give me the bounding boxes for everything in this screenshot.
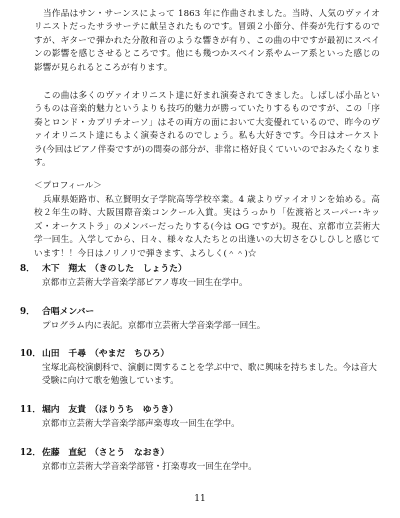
entry-8-header (20, 263, 187, 276)
entry-10-reading: （やまだ ちひろ） (90, 349, 170, 359)
profile-text: 兵庫県姫路市、私立賢明女子学院高等学校卒業。4 歳よりヴァイオリンを始める。高校２年生の時、大阪国際音楽コンクール入賞。実はうっかり「佐渡裕とスーパー･キッズ・オーケストラ」のメンバーだったりする(今は OG ですが)。現在、京都市立芸術大学一回生。入学してから、日々、様々な人たちとの出逢いの大切さをひしひしと感じています！！今日はノリノリで弾きます、よろしく(＾＾)☆ (34, 195, 380, 259)
entry-11-name: 堀内 友貴 (42, 405, 86, 415)
intro-paragraph-1: 当作品はサン・サーンスによって 1863 年に作曲されました。当時、人気のヴァイオリニストだったサラサーテに献呈されたものです。冒頭２小節分、伴奏が先行するのですが、ギターで弾かれた分散和音のような響きが有り、この曲の中ですが最初にスペインの影響を感じさせるところです。他にも幾つかスペイン系やムーア系といった感じの影響が見られるところが有ります。 (34, 9, 380, 73)
entry-12-number: 12． (20, 448, 42, 458)
entry-9-description: プログラム内に表記。京都市立芸術大学音楽学部一回生。 (42, 321, 266, 331)
entry-10-name: 山田 千尋 (42, 349, 86, 359)
entry-8-number: 8． (20, 264, 35, 274)
entry-11-header (20, 404, 178, 417)
entry-9-header (20, 306, 94, 319)
entry-10-description: 宝塚北高校演劇科で、演劇に関することを学ぶ中で、歌に興味を持ちました。今は音大受験に向けて歌を勉強しています。 (42, 363, 377, 387)
entry-10-number: 10． (20, 349, 42, 359)
entry-12-description: 京都市立芸術大学音楽学部管・打楽専攻一回生在学中。 (42, 462, 257, 472)
entry-11-description: 京都市立芸術大学音楽学部声楽専攻一回生在学中。 (42, 419, 240, 429)
entry-11-reading: （ほりうち ゆうき） (90, 405, 178, 415)
entry-12-header (20, 447, 169, 460)
page-number: 11 (194, 494, 206, 504)
intro-paragraph-2: この曲は多くのヴァイオリニスト達に好まれ演奏されてきました。しばしば小品というものは音楽的魅力というよりも技巧的魅力が勝っていたりするものですが、この「序奏とロンド・カプリチオーソ」はその両方の面において大変優れているので、昨今のヴァイオリニスト達にもよく演奏されるのでしょう。私も大好きです。今日はオーケストラ(今回はピアノ伴奏ですが)の間奏の部分が、非常に格好良くていいのでおみたくなります。 (34, 91, 380, 169)
entry-9-number: 9． (20, 307, 35, 317)
entry-8-description: 京都市立芸術大学音楽学部ピアノ専攻一回生在学中。 (42, 278, 248, 288)
entry-10-header (20, 348, 169, 361)
entry-12-reading: （さとう なおき） (90, 448, 170, 458)
entry-11-number: 11． (20, 405, 42, 415)
profile-heading: ＜プロフィール＞ (34, 181, 102, 191)
entry-8-reading: （きのした しょうた） (90, 264, 187, 274)
entry-8-name: 木下 翔太 (42, 264, 86, 274)
entry-12-name: 佐藤 直紀 (42, 448, 86, 458)
entry-9-name: 合唱メンバー (42, 307, 95, 317)
